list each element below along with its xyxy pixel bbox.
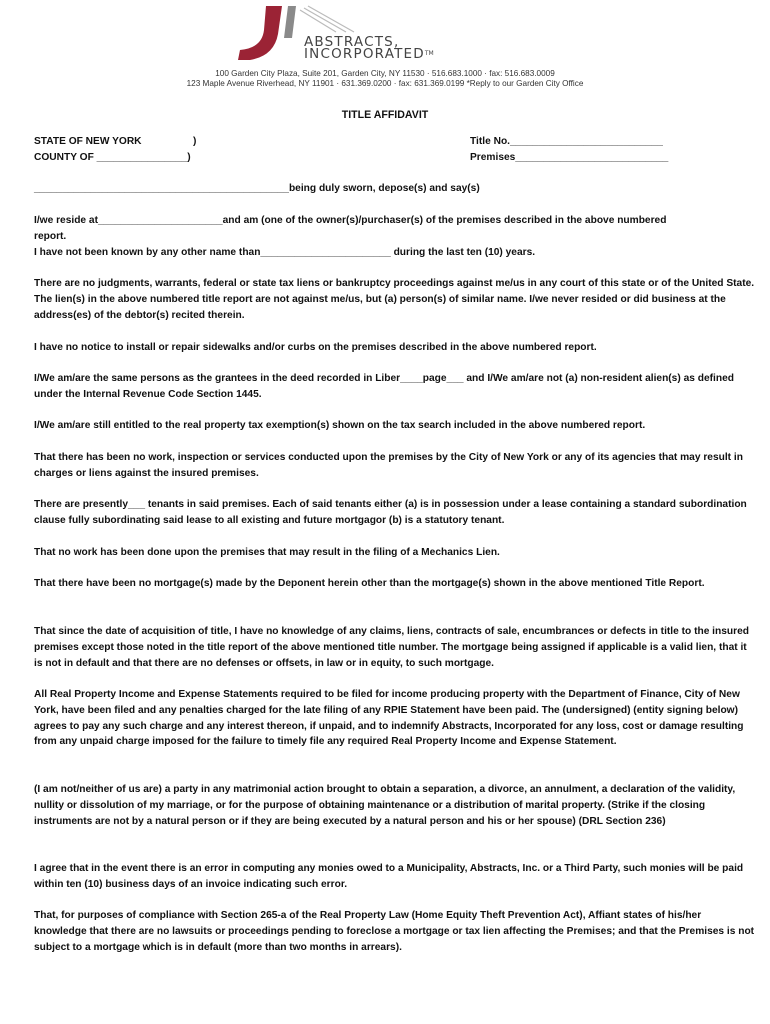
- logo-gray-stroke: [284, 6, 296, 38]
- paragraph-mortgages: That there have been no mortgage(s) made by the Deponent herein other than the mortgage(s) shown in the above mentioned Title Report.: [34, 578, 705, 589]
- paragraph-city-work: That there has been no work, inspection or services conducted upon the premises by the City of New York or any of its agencies that may result in charges or liens against the insured premises.: [34, 452, 743, 479]
- state-paren: ): [193, 136, 197, 147]
- paragraph-judgments: There are no judgments, warrants, federal or state tax liens or bankruptcy proceedings against me/us in any court of this state or of the United State. The lien(s) in the above numbered title report are not against me/us, but (a) person(s) of similar name. I/we never resided or did business at the address(es) of the debtor(s) recited therein.: [34, 278, 755, 321]
- state-line: STATE OF NEW YORK: [34, 136, 142, 147]
- title-number-field: Title No.___________________________: [470, 136, 663, 147]
- reside-line: I/we reside at______________________and am (one of the owner(s)/purchaser(s) of the premises described in the above numbered: [34, 215, 667, 226]
- paragraph-sidewalks: I have no notice to install or repair sidewalks and/or curbs on the premises described in the above numbered report.: [34, 342, 597, 353]
- paragraph-rpie: All Real Property Income and Expense Statements required to be filed for income producing property with the Department of Finance, City of New York, have been filed and any penalties charged for the late filing of any RPIE Statement have been paid. The (undersigned) (entity signing below) agrees to pay any such charge and any interest thereon, if unpaid, and to indemnify Abstracts, Incorporated for any loss, cost or damage resulting from any unpaid charge imposed for the failure to timely file any required Real Property Income and Expense Statement.: [34, 689, 744, 748]
- paragraph-tax-exemption: I/We am/are still entitled to the real property tax exemption(s) shown on the tax search included in the above numbered report.: [34, 420, 646, 431]
- paragraph-grantees: I/We am/are the same persons as the grantees in the deed recorded in Liber____page___ and I/We am/are not (a) non-resident alien(s) as defined under the Internal Revenue Code Section 1445.: [34, 373, 734, 400]
- logo-red-stroke: [238, 6, 282, 60]
- paragraph-error-payment: I agree that in the event there is an error in computing any monies owed to a Municipality, Abstracts, Inc. or a Third Party, such monies will be paid within ten (10) business days of an invoice indicating such error.: [34, 863, 744, 890]
- address-line-2: 123 Maple Avenue Riverhead, NY 11901 · 631.369.0200 · fax: 631.369.0199 *Reply to our Garden City Office: [186, 79, 584, 88]
- paragraph-matrimonial: (I am not/neither of us are) a party in any matrimonial action brought to obtain a separation, a divorce, an annulment, a declaration of the validity, nullity or dissolution of my marriage, or for the purpose of obtaining maintenance or a distribution of marital property. (Strike if the closing instruments are not by a natural person or if they are being executed by a natural person and his or her spouse) (DRL Section 236): [34, 784, 736, 827]
- trademark-mark: TM: [424, 50, 434, 57]
- document-title: TITLE AFFIDAVIT: [341, 109, 429, 121]
- company-name-line2: INCORPORATED: [304, 46, 425, 62]
- paragraph-mechanics-lien: That no work has been done upon the premises that may result in the filing of a Mechanics Lien.: [34, 547, 500, 558]
- county-line: COUNTY OF ________________): [34, 152, 191, 163]
- sworn-line: _____________________________________________being duly sworn, depose(s) and say(s): [34, 183, 480, 194]
- paragraph-claims: That since the date of acquisition of title, I have no knowledge of any claims, liens, contracts of sale, encumbrances or defects in title to the insured premises except those noted in the title report of the above mentioned title number. The mortgage being assigned if applicable is a valid lien, that it is not in default and that there are no defenses or offsets, in law or in equity, to such mortgage.: [34, 626, 749, 669]
- paragraph-home-equity: That, for purposes of compliance with Section 265-a of the Real Property Law (Home Equity Theft Prevention Act), Affiant states of his/her knowledge that there are no lawsuits or proceedings pending to foreclose a mortgage or tax lien affecting the Premises; and that the Premises is not subject to a mortgage which is in default (more than two months in arrears).: [34, 910, 755, 953]
- reside-line-cont: report.: [34, 231, 67, 242]
- company-name-line1: ABSTRACTS,: [304, 34, 400, 50]
- company-name: [304, 36, 434, 60]
- address-line-1: 100 Garden City Plaza, Suite 201, Garden City, NY 11530 · 516.683.1000 · fax: 516.683.0009: [215, 69, 555, 78]
- logo-gray-diagonals: [300, 6, 354, 32]
- known-by-line: I have not been known by any other name than_______________________ during the last ten (10) years.: [34, 247, 536, 258]
- premises-field: Premises___________________________: [470, 152, 669, 163]
- paragraph-tenants: There are presently___ tenants in said premises. Each of said tenants either (a) is in possession under a lease containing a standard subordination clause fully subordinating said lease to all existing and future mortgagor (b) is a statutory tenant.: [34, 499, 747, 526]
